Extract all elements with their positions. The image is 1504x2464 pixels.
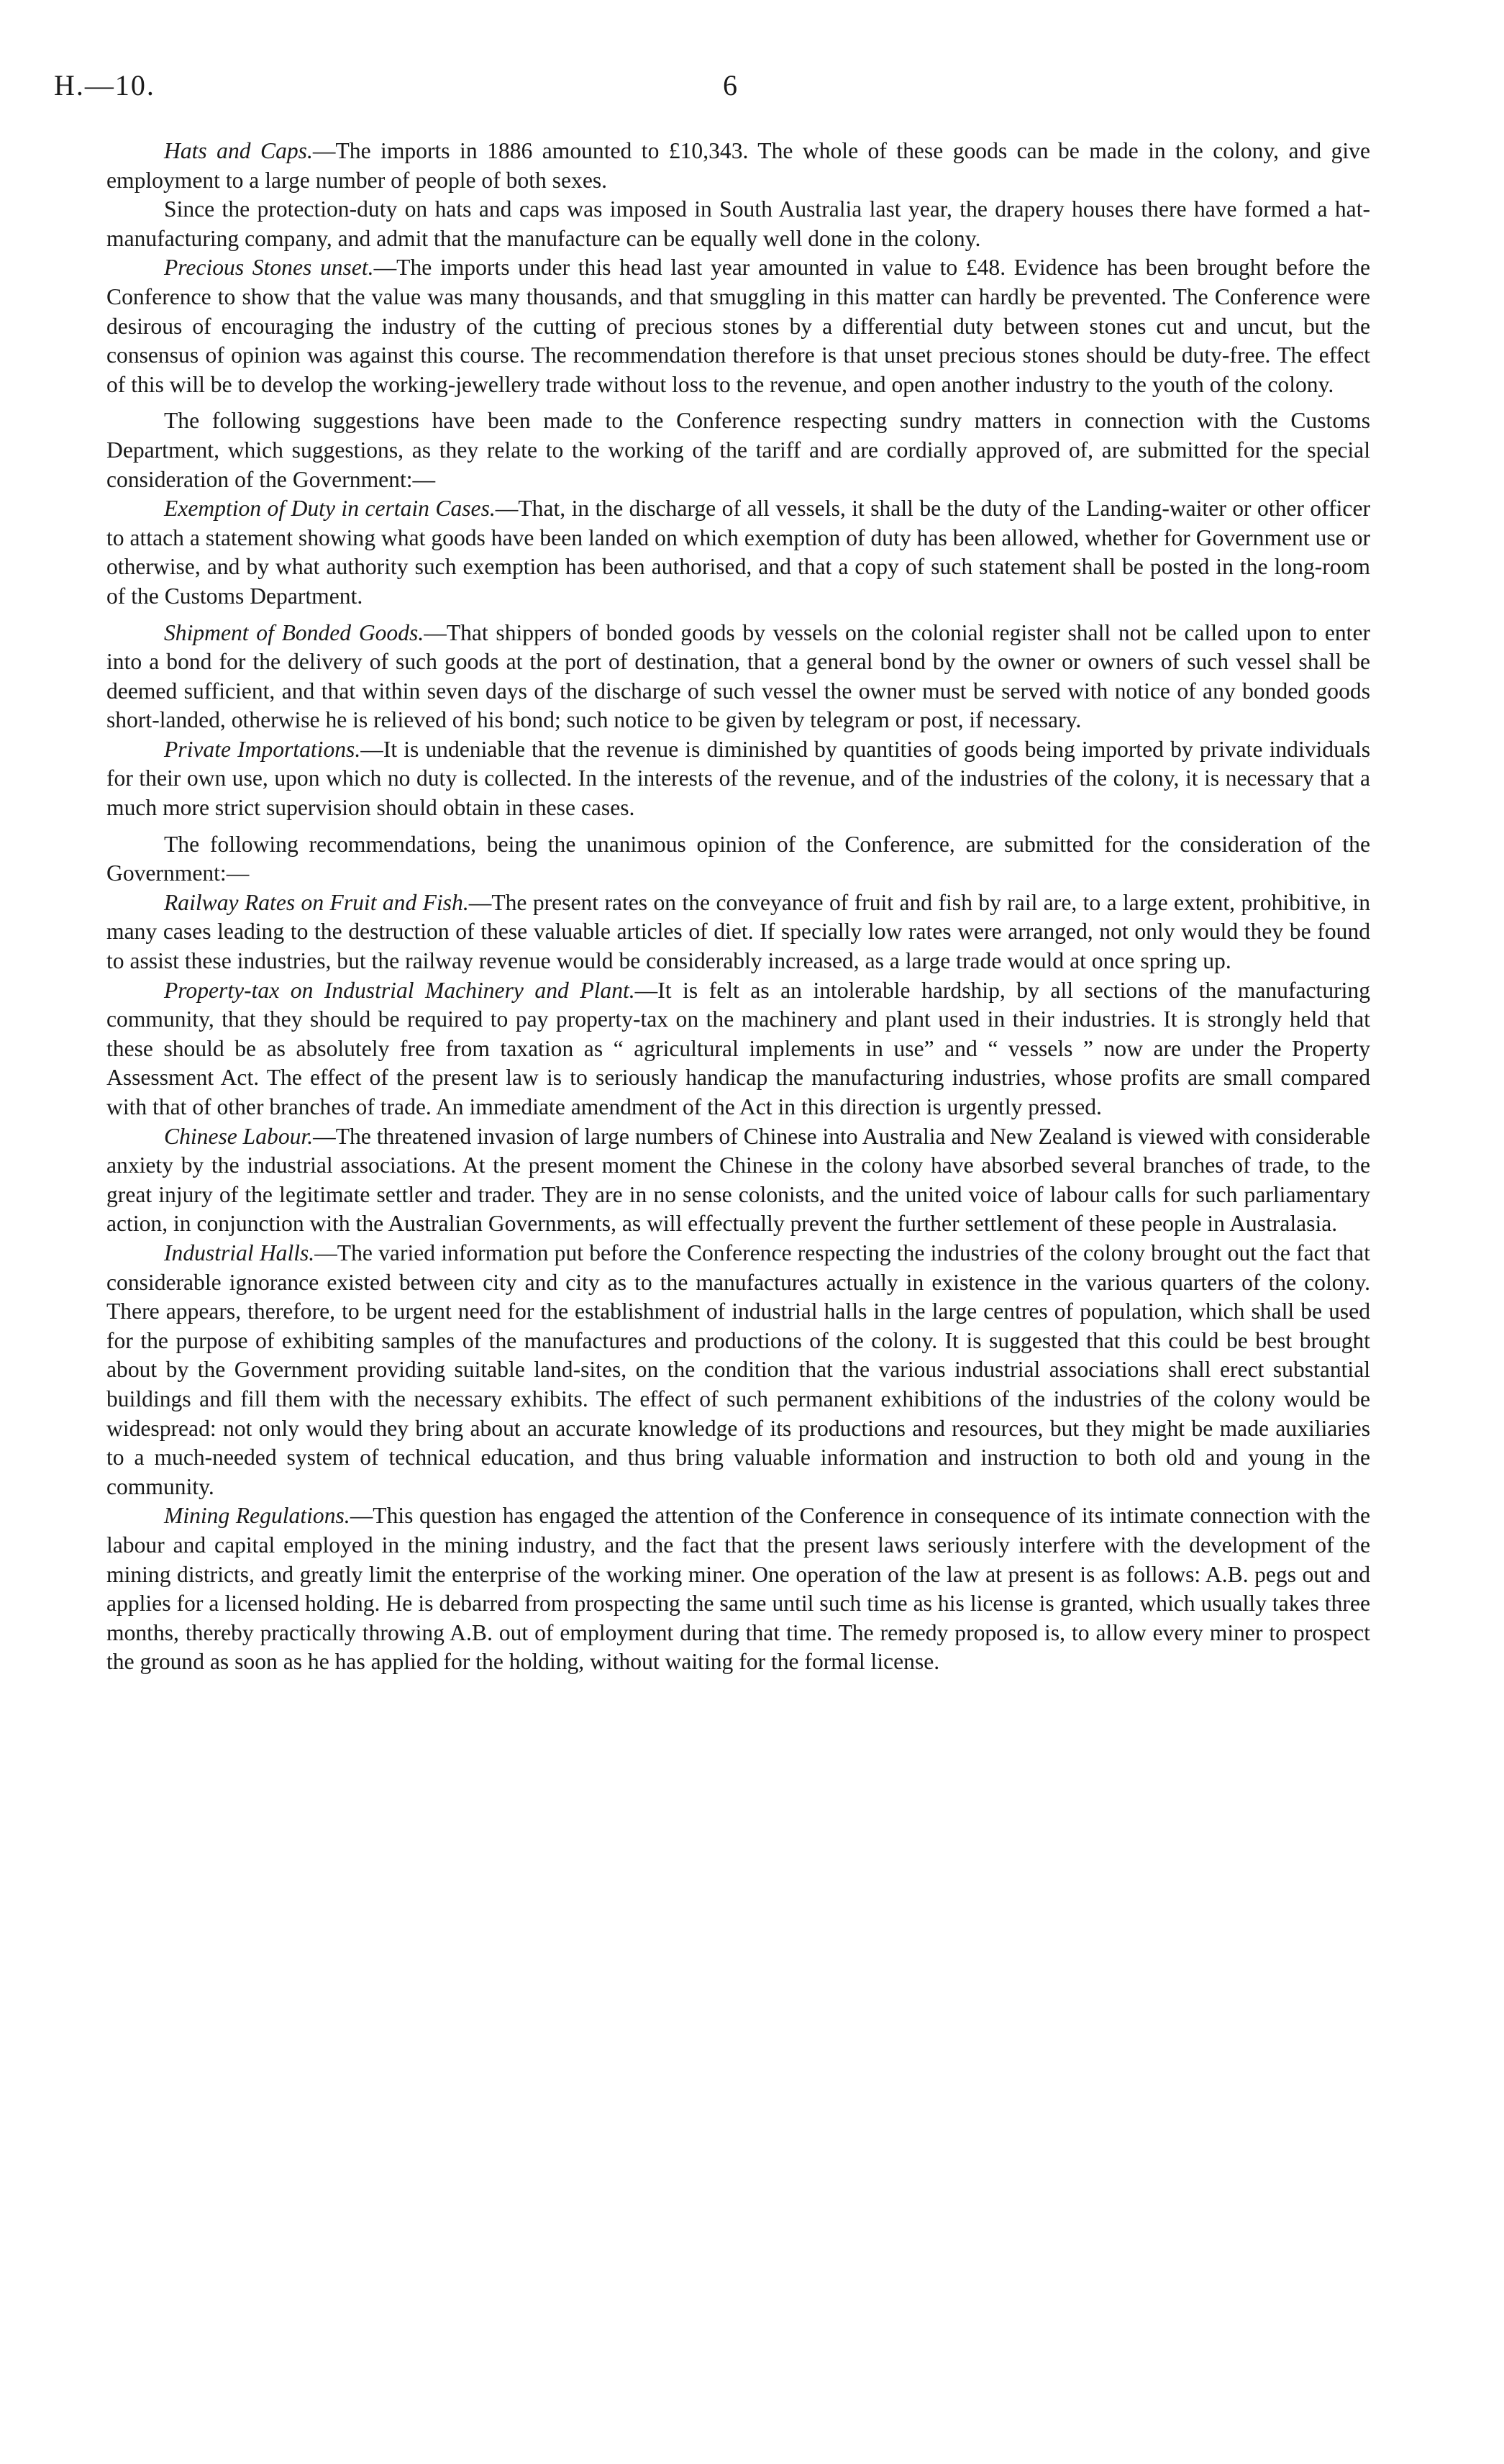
paragraph-text: —That, in the discharge of all vessels, it shall be the duty of the Landing-waiter or other officer to attach a statement showing what goods have been landed on which exemption of duty has been allowed, whether for Government use or otherwise, and by what authority such exemption has been authorised, and that a copy of such statement shall be posted in the long-room of the Customs Department. (106, 496, 1370, 609)
paragraph-heading: Property-tax on Industrial Machinery and Plant. (164, 977, 635, 1003)
paragraph-heading: Mining Regulations. (164, 1503, 350, 1529)
paragraph-private-importations (106, 735, 1370, 823)
paragraph-heading: Precious Stones unset. (164, 255, 374, 281)
paragraph-bonded-goods (106, 619, 1370, 735)
running-head (54, 68, 1432, 104)
paragraph-railway-rates (106, 888, 1370, 976)
paragraph-text: —The imports in 1886 amounted to £10,343. The whole of these goods can be made in the colony, and give employment to a large number of people of both sexes. (106, 138, 1370, 193)
paragraph-customs-suggestions (106, 406, 1370, 494)
paragraph-text: —The threatened invasion of large numbers of Chinese into Australia and New Zealand is viewed with considerable anxiety by the industrial associations. At the present moment the Chinese in the colony have absorbed several branches of trade, to the great injury of the legitimate settler and trader. They are in no sense colonists, and the united voice of labour calls for such parliamentary action, in conjunction with the Australian Governments, as will effectually prevent the further settlement of these people in Australasia. (106, 1123, 1370, 1237)
paragraph-heading: Hats and Caps. (164, 138, 313, 163)
paragraph-industrial-halls (106, 1239, 1370, 1501)
paragraph-precious-stones (106, 253, 1370, 399)
paragraph-hat-manufacturing (106, 195, 1370, 253)
body-text (106, 137, 1370, 1677)
paragraph-text: —The imports under this head last year amounted in value to £48. Evidence has been brought before the Conference to show that the value was many thousands, and that smuggling in this matter can hardly be prevented. The Conference were desirous of encouraging the industry of the cutting of precious stones by a differential duty between stones cut and uncut, but the consensus of opinion was against this course. The recommendation therefore is that unset precious stones should be duty-free. The effect of this will be to develop the working-jewellery trade without loss to the revenue, and open another industry to the youth of the colony. (106, 255, 1370, 397)
paragraph-property-tax (106, 976, 1370, 1122)
paragraph-mining-regulations (106, 1501, 1370, 1677)
page-number: 6 (723, 69, 737, 101)
paragraph-heading: Industrial Halls. (164, 1240, 315, 1265)
paragraph-text: Since the protection-duty on hats and caps was imposed in South Australia last year, the drapery houses there have formed a hat-manufacturing company, and admit that the manufacture can be equally well done in the colony. (106, 196, 1370, 251)
paragraph-hats-and-caps (106, 137, 1370, 195)
paragraph-text: —The present rates on the conveyance of fruit and fish by rail are, to a large extent, prohibitive, in many cases leading to the destruction of these valuable articles of diet. If specially low rates were arranged, not only would they be found to assist these industries, but the railway revenue would be considerably increased, as a large trade would at once spring up. (106, 889, 1370, 974)
paragraph-text: The following recommendations, being the unanimous opinion of the Conference, are submitted for the consideration of the Government:— (106, 831, 1370, 886)
paragraph-text: —It is undeniable that the revenue is diminished by quantities of goods being imported by private individuals for their own use, upon which no duty is collected. In the interests of the revenue, and of the industries of the colony, it is necessary that a much more strict supervision should obtain in these cases. (106, 736, 1370, 821)
paragraph-text: —This question has engaged the attention of the Conference in consequence of its intimate connection with the labour and capital employed in the mining industry, and the fact that the present laws seriously interfere with the development of the mining districts, and greatly limit the enterprise of the working miner. One operation of the law at present is as follows: A.B. pegs out and applies for a licensed holding. He is debarred from prospecting the same until such time as his license is granted, which usually takes three months, thereby practically throwing A.B. out of employment during that time. The remedy proposed is, to allow every miner to prospect the ground as soon as he has applied for the holding, without waiting for the formal license. (106, 1503, 1370, 1675)
paragraph-text: —That shippers of bonded goods by vessels on the colonial register shall not be called upon to enter into a bond for the delivery of such goods at the port of destination, that a general bond by the owner or owners of such vessel shall be deemed sufficient, and that within seven days of the discharge of such vessel the owner must be served with notice of any bonded goods short-landed, otherwise he is relieved of his bond; such notice to be given by telegram or post, if necessary. (106, 619, 1370, 733)
paragraph-heading: Exemption of Duty in certain Cases. (164, 496, 496, 522)
paragraph-heading: Railway Rates on Fruit and Fish. (164, 889, 469, 915)
paragraph-heading: Private Importations. (164, 736, 361, 762)
paragraph-recommendations (106, 830, 1370, 888)
paragraph-exemption-of-duty (106, 494, 1370, 611)
paragraph-text: —It is felt as an intolerable hardship, by all sections of the manufacturing community, that they should be required to pay property-tax on the machinery and plant used in their industries. It is strongly held that these should be as absolutely free from taxation as “ agricultural implements in use” and “ vessels ” now are under the Property Assessment Act. The effect of the present law is to seriously handicap the manufacturing industries, whose profits are small compared with that of other branches of trade. An immediate amendment of the Act in this direction is urgently pressed. (106, 977, 1371, 1119)
paragraph-text: The following suggestions have been made to the Conference respecting sundry matters in connection with the Customs Department, which suggestions, as they relate to the working of the tariff and are cordially approved of, are submitted for the special consideration of the Government:— (106, 408, 1370, 492)
paragraph-text: —The varied information put before the Conference respecting the industries of the colony brought out the fact that considerable ignorance existed between city and city as to the manufactures actually in existence in the various quarters of the colony. There appears, therefore, to be urgent need for the establishment of industrial halls in the large centres of population, which shall be used for the purpose of exhibiting samples of the manufactures and productions of the colony. It is suggested that this could be best brought about by the Government providing suitable land-sites, on the condition that the various industrial associations shall erect substantial buildings and fill them with the necessary exhibits. The effect of such permanent exhibitions of the industries of the colony would be widespread: not only would they bring about an accurate knowledge of its productions and resources, but they might be made auxiliaries to a much-needed system of technical education, and thus bring valuable information and instruction to both old and young in the community. (106, 1240, 1370, 1499)
paragraph-heading: Chinese Labour. (164, 1123, 314, 1149)
document-reference: H.—10. (54, 69, 155, 101)
paragraph-chinese-labour (106, 1122, 1370, 1239)
paragraph-heading: Shipment of Bonded Goods. (164, 619, 424, 645)
